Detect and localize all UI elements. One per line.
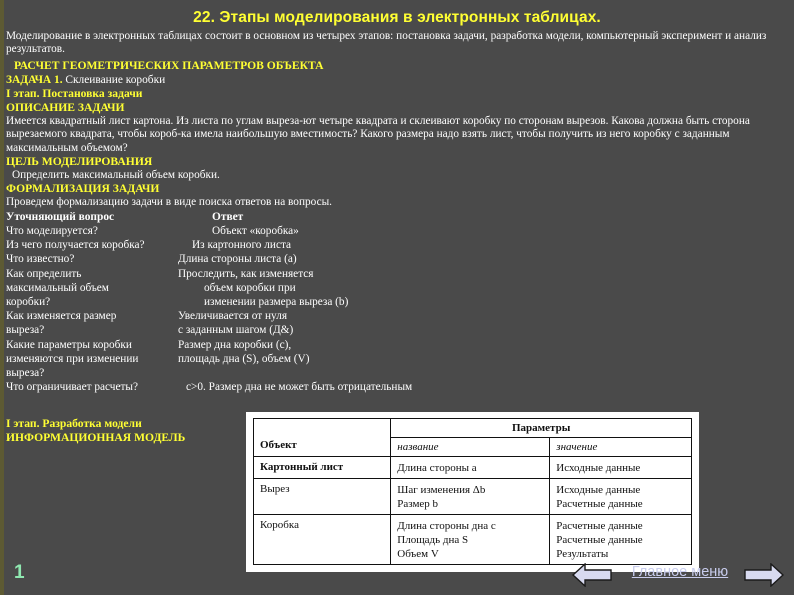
formalization-intro: Проведем формализацию задачи в виде поиска ответов на вопросы. [6,196,332,209]
qa-block [6,210,506,395]
qa-answer: Размер дна коробки (c), [178,338,292,351]
qa-answer [178,366,506,380]
qa-row [6,224,506,238]
cell-param-name [391,457,550,479]
cell-object: Картонный лист [254,457,391,479]
qa-answer: Длина стороны листа (a) [178,253,297,266]
qa-row [6,281,506,295]
qa-row [6,295,506,309]
qa-row [6,309,506,323]
left-edge-strip [0,0,4,595]
table-row [254,457,692,479]
qa-row [6,352,506,366]
qa-question: максимальный объем [6,281,109,294]
heading-calc-params: РАСЧЕТ ГЕОМЕТРИЧЕСКИХ ПАРАМЕТРОВ ОБЪЕКТА [14,58,324,72]
information-model-table-wrapper [246,412,699,572]
qa-question: коробки? [6,296,51,309]
cell-param-name [391,515,550,565]
qa-question: Как определить [6,267,82,280]
table-row [254,479,692,515]
heading-goal: ЦЕЛЬ МОДЕЛИРОВАНИЯ [6,155,153,169]
qa-question: выреза? [6,367,45,380]
param-value-line: Расчетные данные [556,520,643,532]
qa-answer: Увеличивается от нуля [178,310,288,323]
qa-header-question: Уточняющий вопрос [6,210,115,223]
page-title: 22. Этапы моделирования в электронных таблицах. [193,9,601,26]
qa-question: Что моделируется? [6,225,98,238]
task-name: Склеивание коробки [62,73,166,86]
goal-paragraph: Определить максимальный объем коробки. [12,169,220,182]
param-value-line: Расчетные данные [556,498,643,510]
table-row [254,515,692,565]
cell-object: Вырез [254,479,391,515]
qa-answer: Проследить, как изменяется [178,267,314,280]
cell-param-value [550,479,692,515]
qa-question: Что известно? [6,253,75,266]
qa-answer: с заданным шагом (Д&) [178,324,294,337]
header-param-value: значение [550,438,692,457]
qa-row [6,267,506,281]
qa-answer: площадь дна (S), объем (V) [178,352,310,365]
param-value-line: Исходные данные [556,484,641,496]
qa-header-row [6,210,506,224]
slide-navigation [572,560,784,590]
param-name-line: Длина стороны дна c [397,520,496,532]
cell-param-name [391,479,550,515]
stage2-block [6,417,246,445]
qa-answer: Из картонного листа [192,239,292,252]
cell-param-value [550,515,692,565]
qa-row [6,238,506,252]
description-paragraph: Имеется квадратный лист картона. Из листа по углам выреза-ют четыре квадрата и склеивают коробку по сторонам вырезов. Какова должна быть сторона вырезаемого квадрата, чтобы короб-ка имела наибольшую вместимость? Какого размера надо взять лист, чтобы получить из него коробку с заданным максимальным объемом? [6,114,750,154]
header-parameters: Параметры [391,419,692,438]
table-body [254,457,692,565]
table-header-row-1 [254,419,692,438]
right-arrow-icon[interactable] [744,563,784,587]
param-name-line: Площадь дна S [397,534,469,546]
qa-row [6,366,506,380]
stage2-heading: I этап. Разработка модели [6,417,142,430]
main-menu-link[interactable]: Главное меню [631,564,729,580]
qa-question: Из чего получается коробка? [6,239,145,252]
param-name-line: Длина стороны a [397,462,477,474]
qa-answer: c>0. Размер дна не может быть отрицательным [186,381,413,394]
qa-question: выреза? [6,324,45,337]
param-value-line: Исходные данные [556,462,641,474]
qa-row [6,338,506,352]
table-head [254,419,692,457]
heading-infomodel: ИНФОРМАЦИОННАЯ МОДЕЛЬ [6,431,186,444]
slide-body [6,30,790,394]
qa-row [6,323,506,337]
qa-row [6,252,506,266]
qa-rows-container [6,224,506,394]
param-value-line: Результаты [556,548,609,560]
qa-answer: объем коробки при [204,281,296,294]
cell-param-value [550,457,692,479]
heading-description: ОПИСАНИЕ ЗАДАЧИ [6,100,125,114]
heading-formalization: ФОРМАЛИЗАЦИЯ ЗАДАЧИ [6,182,160,196]
param-name-line: Объем V [397,548,439,560]
param-name-line: Шаг изменения Δb [397,484,486,496]
information-model-table [253,418,692,565]
qa-question: изменяются при изменении [6,352,139,365]
param-value-line: Расчетные данные [556,534,643,546]
qa-answer: Объект «коробка» [212,225,299,238]
qa-question: Как изменяется размер [6,310,117,323]
header-object: Объект [254,419,391,457]
header-param-name: название [391,438,550,457]
task-line [6,73,790,87]
param-name-line: Размер b [397,498,439,510]
qa-question: Что ограничивает расчеты? [6,381,139,394]
intro-paragraph: Моделирование в электронных таблицах состоит в основном из четырех этапов: постановка задачи, разработка модели, компьютерный эксперимент и анализ результатов. [6,30,767,56]
task-label: ЗАДАЧА 1. [6,73,63,86]
left-arrow-icon[interactable] [572,563,612,587]
stage1-heading: I этап. Постановка задачи [6,86,143,100]
qa-answer: изменении размера выреза (b) [204,296,349,309]
cell-object: Коробка [254,515,391,565]
qa-question: Какие параметры коробки [6,338,132,351]
qa-header-answer: Ответ [212,210,244,223]
qa-row [6,380,506,394]
page-number: 1 [14,562,25,583]
